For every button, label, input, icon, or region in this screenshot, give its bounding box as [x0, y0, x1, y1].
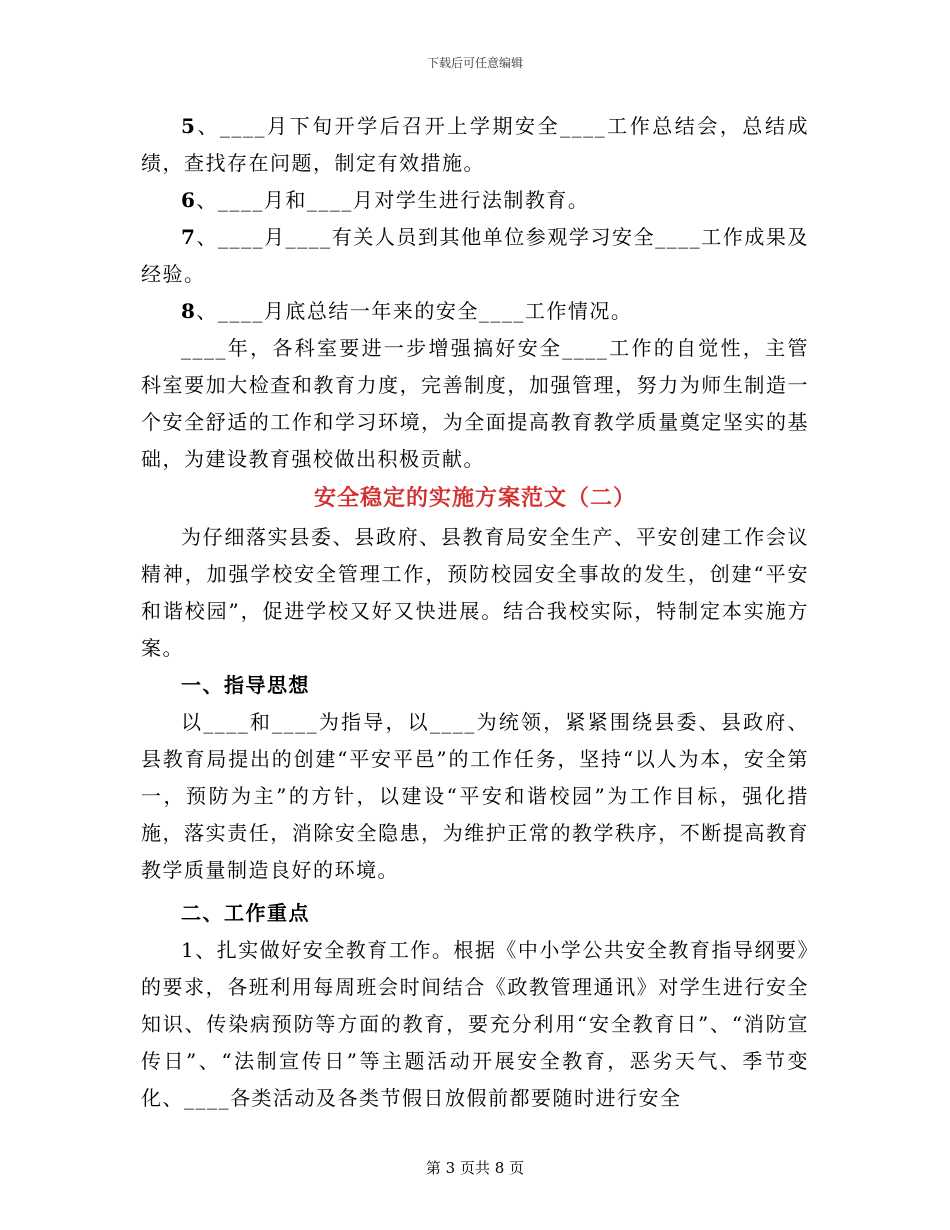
item-number: 6	[181, 188, 197, 212]
item-text: 、____月和____月对学生进行法制教育。	[196, 188, 590, 212]
list-item-5	[141, 108, 809, 182]
page-footer: 第 3 页共 8 页	[425, 1159, 525, 1177]
item-text: 、____月底总结一年来的安全____工作情况。	[196, 299, 633, 323]
document-body	[141, 108, 809, 1117]
section-title: 安全稳定的实施方案范文（二）	[313, 485, 636, 511]
work-focus-paragraph: 1、扎实做好安全教育工作。根据《中小学公共安全教育指导纲要》的要求，各班利用每周班会时间结合《政教管理通讯》对学生进行安全知识、传染病预防等方面的教育，要充分利用“安全教育日”、“消防宣传日”、“法制宣传日”等主题活动开展安全教育，恶劣天气、季节变化、____各类活动及各类节假日放假前都要随时进行安全	[141, 938, 809, 1110]
item-text: 、____月下旬开学后召开上学期安全____工作总结会，总结成绩，查找存在问题，制定有效措施。	[141, 114, 809, 175]
item-text: 、____月____有关人员到其他单位参观学习安全____工作成果及经验。	[141, 225, 809, 286]
heading-work-focus: 二、工作重点	[181, 901, 310, 925]
intro-paragraph: 为仔细落实县委、县政府、县教育局安全生产、平安创建工作会议精神，加强学校安全管理工作，预防校园安全事故的发生，创建“平安和谐校园”，促进学校又好又快进展。结合我校实际，特制定本实施方案。	[141, 525, 809, 660]
list-item-6	[141, 182, 809, 219]
item-number: 7	[181, 225, 197, 249]
guiding-thought-paragraph: 以____和____为指导，以____为统领，紧紧围绕县委、县政府、县教育局提出的创建“平安平邑”的工作任务，坚持“以人为本，安全第一，预防为主”的方针，以建设“平安和谐校园”为工作目标，强化措施，落实责任，消除安全隐患，为维护正常的教学秩序，不断提高教育教学质量制造良好的环境。	[141, 710, 809, 882]
list-item-7	[141, 219, 809, 293]
page-header: 下载后可任意编辑	[426, 56, 523, 70]
item-number: 5	[181, 114, 197, 138]
list-item-8	[141, 293, 809, 330]
closing-paragraph: ____年，各科室要进一步增强搞好安全____工作的自觉性，主管科室要加大检查和教育力度，完善制度，加强管理，努力为师生制造一个安全舒适的工作和学习环境，为全面提高教育教学质量奠定坚实的基础，为建设教育强校做出积极贡献。	[141, 336, 809, 471]
item-number: 8	[181, 299, 197, 323]
heading-guiding-thought: 一、指导思想	[181, 673, 310, 697]
